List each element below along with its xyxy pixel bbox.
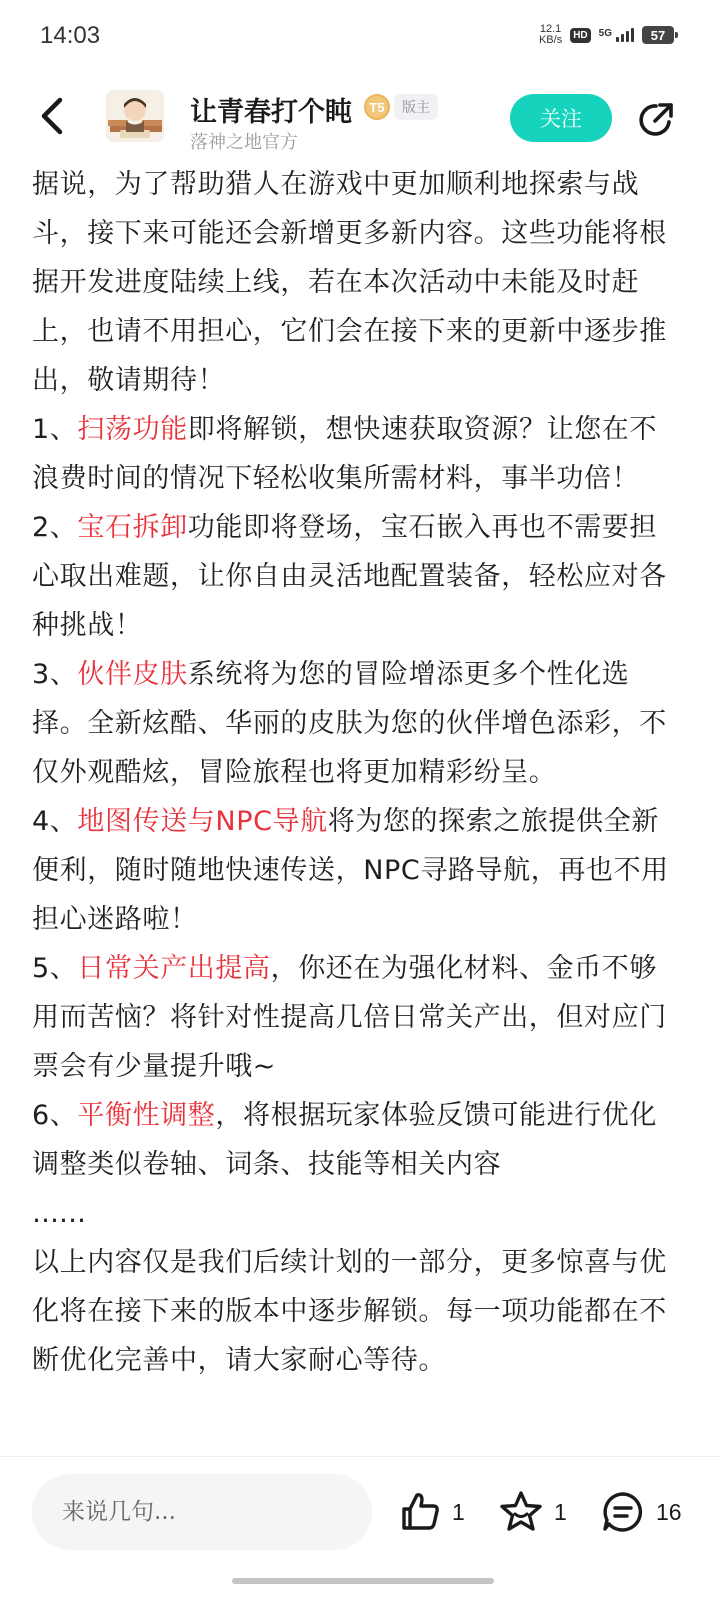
list-item (32, 944, 682, 1091)
thumbs-up-icon (398, 1490, 442, 1534)
comment-input[interactable] (32, 1474, 372, 1550)
item-number: 1、 (32, 414, 78, 445)
bottom-divider (0, 1456, 720, 1457)
network-type: 5G (598, 28, 612, 39)
like-count: 1 (452, 1498, 465, 1525)
outro-paragraph: 以上内容仅是我们后续计划的一部分，更多惊喜与优化将在接下来的版本中逐步解锁。每一项功能都在不断优化完善中，请大家耐心等待。 (32, 1247, 667, 1376)
status-time: 14:03 (40, 22, 101, 49)
list-item (32, 503, 682, 650)
item-text: 将为您的探索之旅提供全新便利，随时随地快速传送，NPC寻路导航，再也不用担心迷路啦！ (32, 806, 669, 935)
share-button[interactable] (634, 98, 678, 142)
item-highlight: 地图传送与NPC导航 (77, 806, 328, 837)
author-name[interactable]: 让青春打个盹 (190, 97, 352, 128)
like-button[interactable] (398, 1486, 465, 1538)
list-item (32, 1091, 682, 1189)
back-arrow-icon (38, 96, 66, 136)
status-bar (0, 0, 720, 76)
item-text: 系统将为您的冒险增添更多个性化选择。全新炫酷、华丽的皮肤为您的伙伴增色添彩，不仅外观酷炫，冒险旅程也将更加精彩纷呈。 (32, 659, 667, 788)
post-content (32, 160, 682, 1385)
post-header (0, 80, 720, 160)
comment-bubble-icon (600, 1489, 646, 1535)
list-item (32, 650, 682, 797)
item-text: 功能即将登场，宝石嵌入再也不需要担心取出难题，让你自由灵活地配置装备，轻松应对各种挑战！ (32, 512, 667, 641)
item-number: 6、 (32, 1100, 78, 1131)
item-highlight: 宝石拆卸 (77, 512, 188, 543)
item-number: 3、 (32, 659, 78, 690)
item-text: 即将解锁，想快速获取资源？让您在不浪费时间的情况下轻松收集所需材料，事半功倍！ (32, 414, 657, 494)
network-speed-value: 12.1 (539, 23, 562, 35)
share-icon (635, 99, 677, 141)
avatar-illustration-icon (106, 90, 164, 142)
home-indicator[interactable] (232, 1578, 494, 1584)
ellipsis: …… (32, 1198, 86, 1229)
favorite-count: 1 (554, 1498, 567, 1525)
item-highlight: 日常关产出提高 (77, 953, 271, 984)
item-text: ，你还在为强化材料、金币不够用而苦恼？将针对性提高几倍日常关产出，但对应门票会有少量提升哦~ (32, 953, 667, 1082)
back-button[interactable] (30, 94, 74, 138)
level-badge: T5 (364, 94, 390, 120)
item-highlight: 伙伴皮肤 (77, 659, 188, 690)
item-number: 4、 (32, 806, 78, 837)
network-speed-unit: KB/s (538, 34, 563, 46)
role-tag: 版主 (394, 94, 438, 120)
comments-button[interactable] (600, 1486, 682, 1538)
signal-icon (599, 28, 634, 42)
list-item (32, 405, 682, 503)
item-text: ，将根据玩家体验反馈可能进行优化调整类似卷轴、词条、技能等相关内容 (32, 1100, 657, 1180)
battery-icon (642, 26, 674, 44)
comment-count: 16 (656, 1498, 682, 1525)
item-highlight: 平衡性调整 (77, 1100, 216, 1131)
follow-button[interactable]: 关注 (510, 94, 612, 142)
battery-level: 57 (650, 27, 666, 43)
intro-paragraph: 据说，为了帮助猎人在游戏中更加顺利地探索与战斗，接下来可能还会新增更多新内容。这些功能将根据开发进度陆续上线，若在本次活动中未能及时赶上，也请不用担心，它们会在接下来的更新中逐步推出，敬请期待！ (32, 169, 667, 396)
status-indicators (539, 24, 674, 46)
hd-icon: HD (570, 28, 590, 43)
item-highlight: 扫荡功能 (77, 414, 188, 445)
author-subtitle: 落神之地官方 (190, 132, 298, 153)
network-speed (539, 24, 562, 46)
list-item (32, 797, 682, 944)
item-number: 5、 (32, 953, 78, 984)
star-icon (498, 1489, 544, 1535)
favorite-button[interactable] (498, 1486, 567, 1538)
avatar[interactable] (106, 90, 164, 142)
item-number: 2、 (32, 512, 78, 543)
